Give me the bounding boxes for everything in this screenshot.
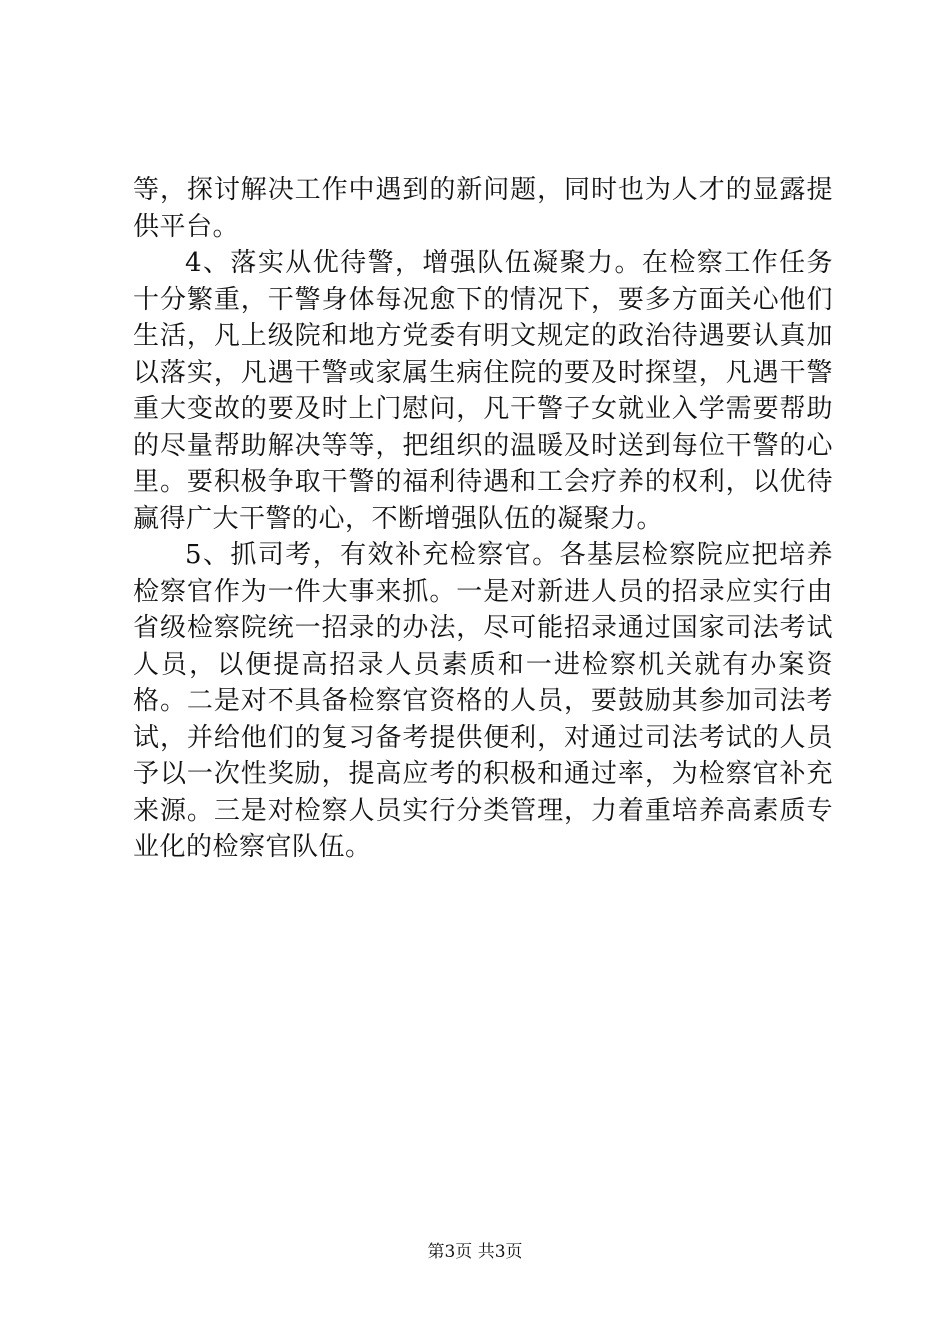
paragraph-item-4: 4、落实从优待警，增强队伍凝聚力。在检察工作任务十分繁重，干警身体每况愈下的情况下，要多方面关心他们生活，凡上级院和地方党委有明文规定的政治待遇要认真加以落实，凡遇干警或家属生病住院的要及时探望，凡遇干警重大变故的要及时上门慰问，凡干警子女就业入学需要帮助的尽量帮助解决等等，把组织的温暖及时送到每位干警的心里。要积极争取干警的福利待遇和工会疗养的权利，以优待赢得广大干警的心，不断增强队伍的凝聚力。 <box>133 248 833 534</box>
page-number-footer: 第3页 共3页 <box>427 1242 523 1262</box>
paragraph-item-5: 5、抓司考，有效补充检察官。各基层检察院应把培养检察官作为一件大事来抓。一是对新进人员的招录应实行由省级检察院统一招录的办法，尽可能招录通过国家司法考试人员，以便提高招录人员素质和一进检察机关就有办案资格。二是对不具备检察官资格的人员，要鼓励其参加司法考试，并给他们的复习备考提供便利，对通过司法考试的人员予以一次性奖励，提高应考的积极和通过率，为检察官补充来源。三是对检察人员实行分类管理，力着重培养高素质专业化的检察官队伍。 <box>133 540 833 862</box>
document-body <box>133 172 833 866</box>
paragraph-continuation: 等，探讨解决工作中遇到的新问题，同时也为人才的显露提供平台。 <box>133 175 833 242</box>
